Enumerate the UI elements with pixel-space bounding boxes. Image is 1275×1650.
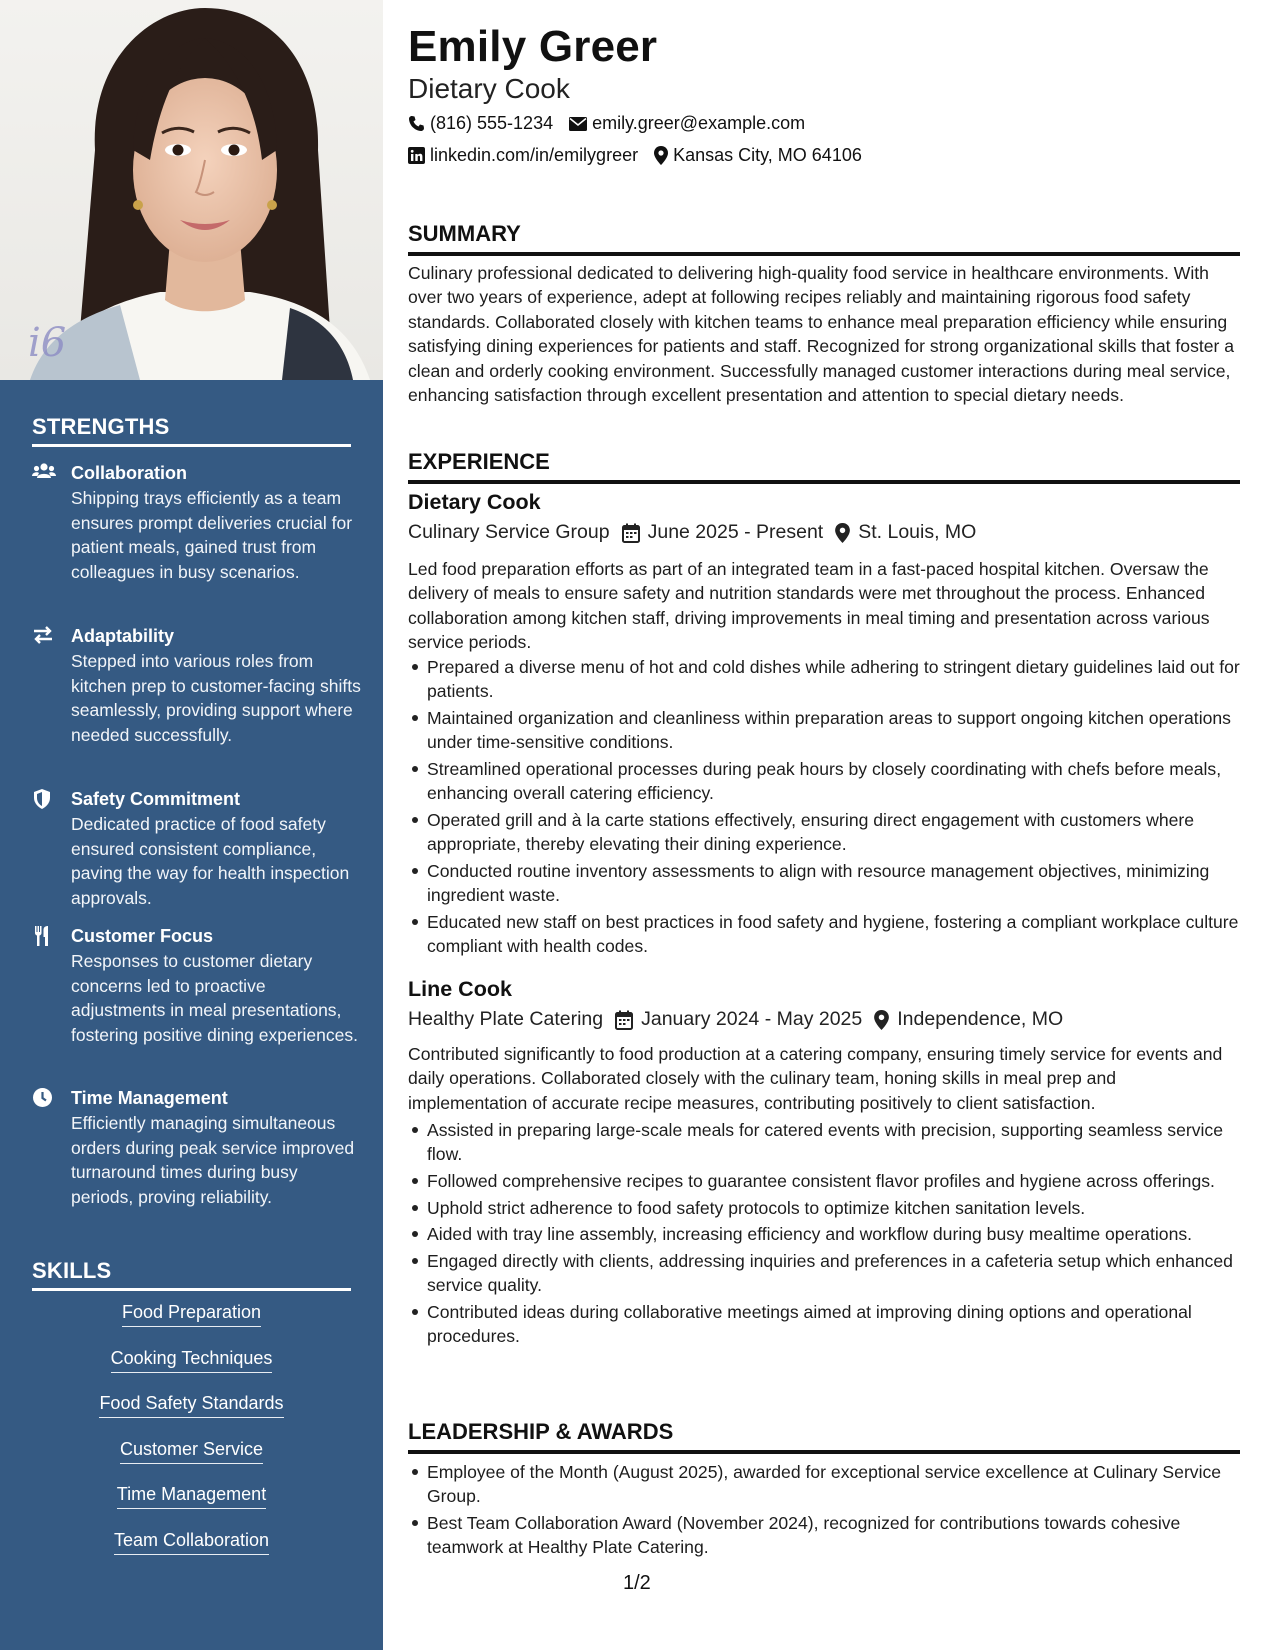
- envelope-icon: [569, 117, 587, 131]
- list-item: Employee of the Month (August 2025), awarded for exceptional service excellence at Culinary Service Group.: [427, 1460, 1259, 1509]
- job-dates: June 2025 - Present: [647, 521, 824, 543]
- contact-row-1: [408, 113, 821, 134]
- job-description: Contributed significantly to food production at a catering company, ensuring timely service for events and daily operations. Collaborated closely with the culinary team, honing skills in meal prep and implementation of accurate recipe measures, contributing positively to client satisfaction.: [408, 1044, 1223, 1113]
- job-company: Culinary Service Group: [408, 521, 610, 543]
- skill-label: Food Safety Standards: [99, 1392, 283, 1418]
- leadership-heading: LEADERSHIP & AWARDS: [408, 1419, 1240, 1454]
- contact-row-2: [408, 145, 878, 166]
- phone-text: (816) 555-1234: [430, 113, 554, 133]
- list-item: Assisted in preparing large-scale meals for catered events with precision, supporting seamless service flow.: [427, 1118, 1259, 1167]
- experience-heading: EXPERIENCE: [408, 449, 1240, 484]
- strengths-heading: STRENGTHS: [32, 414, 351, 447]
- list-item: Operated grill and à la carte stations effectively, ensuring direct engagement with customers where appropriate, thereby elevating their dining experience.: [427, 808, 1259, 857]
- clock-icon: [32, 1087, 56, 1109]
- linkedin-text: linkedin.com/in/emilygreer: [430, 145, 639, 165]
- skill-item: [32, 1529, 351, 1575]
- email-text: emily.greer@example.com: [592, 113, 806, 133]
- list-item: Streamlined operational processes during peak hours by closely coordinating with chefs before meals, enhancing overall catering efficiency.: [427, 757, 1259, 806]
- job-meta: [408, 1008, 1063, 1031]
- map-marker-icon: [874, 1010, 889, 1030]
- list-item: Uphold strict adherence to food safety protocols to optimize kitchen sanitation levels.: [427, 1196, 1259, 1220]
- contact-phone: [408, 113, 553, 134]
- skill-item: [32, 1301, 351, 1347]
- location-text: Kansas City, MO 64106: [673, 145, 862, 165]
- utensils-icon: [32, 925, 56, 947]
- list-item: Prepared a diverse menu of hot and cold dishes while adhering to stringent dietary guidelines laid out for patients.: [427, 655, 1259, 704]
- skill-item: [32, 1347, 351, 1393]
- list-item: Educated new staff on best practices in food safety and hygiene, fostering a compliant workplace culture compliant with health codes.: [427, 910, 1259, 959]
- summary-heading: SUMMARY: [408, 221, 1240, 256]
- job-company: Healthy Plate Catering: [408, 1008, 604, 1030]
- skill-label: Cooking Techniques: [111, 1347, 273, 1373]
- summary-text: Culinary professional dedicated to delivering high-quality food service in healthcare environments. With over two years of experience, adept at following recipes reliably and maintaining rigorous food safety standards. Collaborated closely with kitchen teams to enhance meal preparation efficiency while ensuring satisfying dining experiences for patients and staff. Recognized for strong organizational skills that foster a clean and orderly cooking environment. Successfully managed customer interactions during meal service, enhancing satisfaction through excellent presentation and attention to special dietary needs.: [408, 263, 1235, 406]
- strength-title: Adaptability: [71, 626, 175, 646]
- job-location: St. Louis, MO: [858, 521, 977, 543]
- strength-description: Responses to customer dietary concerns led to proactive adjustments in meal presentations, fostering positive dining experiences.: [71, 951, 358, 1045]
- job-title: Line Cook: [408, 977, 512, 1001]
- job-dates: January 2024 - May 2025: [641, 1008, 863, 1030]
- skill-label: Food Preparation: [122, 1301, 261, 1327]
- job-bullets: [408, 1118, 1259, 1351]
- calendar-icon: [622, 523, 640, 543]
- contact-location: [654, 145, 862, 166]
- candidate-name: Emily Greer: [408, 22, 658, 71]
- list-item: Maintained organization and cleanliness within preparation areas to support ongoing kitchen operations under time-sensitive conditions.: [427, 706, 1259, 755]
- skills-heading: SKILLS: [32, 1258, 351, 1291]
- strength-description: Efficiently managing simultaneous orders during peak service improved turnaround times during busy periods, proving reliability.: [71, 1113, 355, 1207]
- list-item: Conducted routine inventory assessments to align with resource management objectives, minimizing ingredient waste.: [427, 859, 1259, 908]
- skill-label: Time Management: [117, 1483, 266, 1509]
- list-item: Aided with tray line assembly, increasing efficiency and workflow during busy mealtime operations.: [427, 1222, 1259, 1246]
- strength-description: Shipping trays efficiently as a team ensures prompt deliveries crucial for patient meals, gained trust from colleagues in busy scenarios.: [71, 488, 353, 582]
- map-marker-icon: [835, 523, 850, 543]
- contact-linkedin: [408, 145, 638, 166]
- candidate-title: Dietary Cook: [408, 73, 570, 104]
- skill-item: [32, 1438, 351, 1484]
- skill-item: [32, 1483, 351, 1529]
- strength-title: Collaboration: [71, 463, 187, 483]
- map-marker-icon: [654, 146, 668, 165]
- linkedin-icon: [408, 147, 425, 164]
- contact-email: [569, 113, 805, 134]
- job-title: Dietary Cook: [408, 490, 541, 514]
- job-bullets: [408, 655, 1259, 961]
- skill-label: Customer Service: [120, 1438, 263, 1464]
- calendar-icon: [615, 1010, 633, 1030]
- profile-photo: [0, 0, 383, 380]
- page-number: 1/2: [623, 1572, 651, 1594]
- list-item: Best Team Collaboration Award (November 2024), recognized for contributions towards cohesive teamwork at Healthy Plate Catering.: [427, 1511, 1259, 1560]
- job-meta: [408, 521, 976, 544]
- phone-icon: [408, 115, 425, 132]
- leadership-bullets: [408, 1460, 1259, 1562]
- exchange-icon: [32, 625, 56, 647]
- list-item: Contributed ideas during collaborative meetings aimed at improving dining options and operational procedures.: [427, 1300, 1259, 1349]
- sidebar: [0, 0, 383, 1650]
- list-item: Engaged directly with clients, addressing inquiries and preferences in a cafeteria setup which enhanced service quality.: [427, 1249, 1259, 1298]
- photo-watermark: i6: [28, 320, 67, 366]
- strength-description: Stepped into various roles from kitchen prep to customer-facing shifts seamlessly, providing support where needed successfully.: [71, 651, 361, 745]
- strength-title: Time Management: [71, 1088, 228, 1108]
- job-location: Independence, MO: [897, 1008, 1064, 1030]
- skills-list: [32, 1301, 351, 1574]
- list-item: Followed comprehensive recipes to guarantee consistent flavor profiles and hygiene across offerings.: [427, 1169, 1259, 1193]
- users-icon: [32, 462, 56, 484]
- skill-label: Team Collaboration: [114, 1529, 269, 1555]
- strength-description: Dedicated practice of food safety ensured consistent compliance, paving the way for health inspection approvals.: [71, 814, 350, 908]
- strength-title: Safety Commitment: [71, 789, 241, 809]
- strength-title: Customer Focus: [71, 926, 214, 946]
- skill-item: [32, 1392, 351, 1438]
- shield-icon: [32, 788, 56, 810]
- job-description: Led food preparation efforts as part of an integrated team in a fast-paced hospital kitchen. Oversaw the delivery of meals to ensure safety and nutrition standards were met throughout the process. Enhanced collaboration among kitchen staff, driving improvements in meal timing and presentation across various service periods.: [408, 559, 1210, 653]
